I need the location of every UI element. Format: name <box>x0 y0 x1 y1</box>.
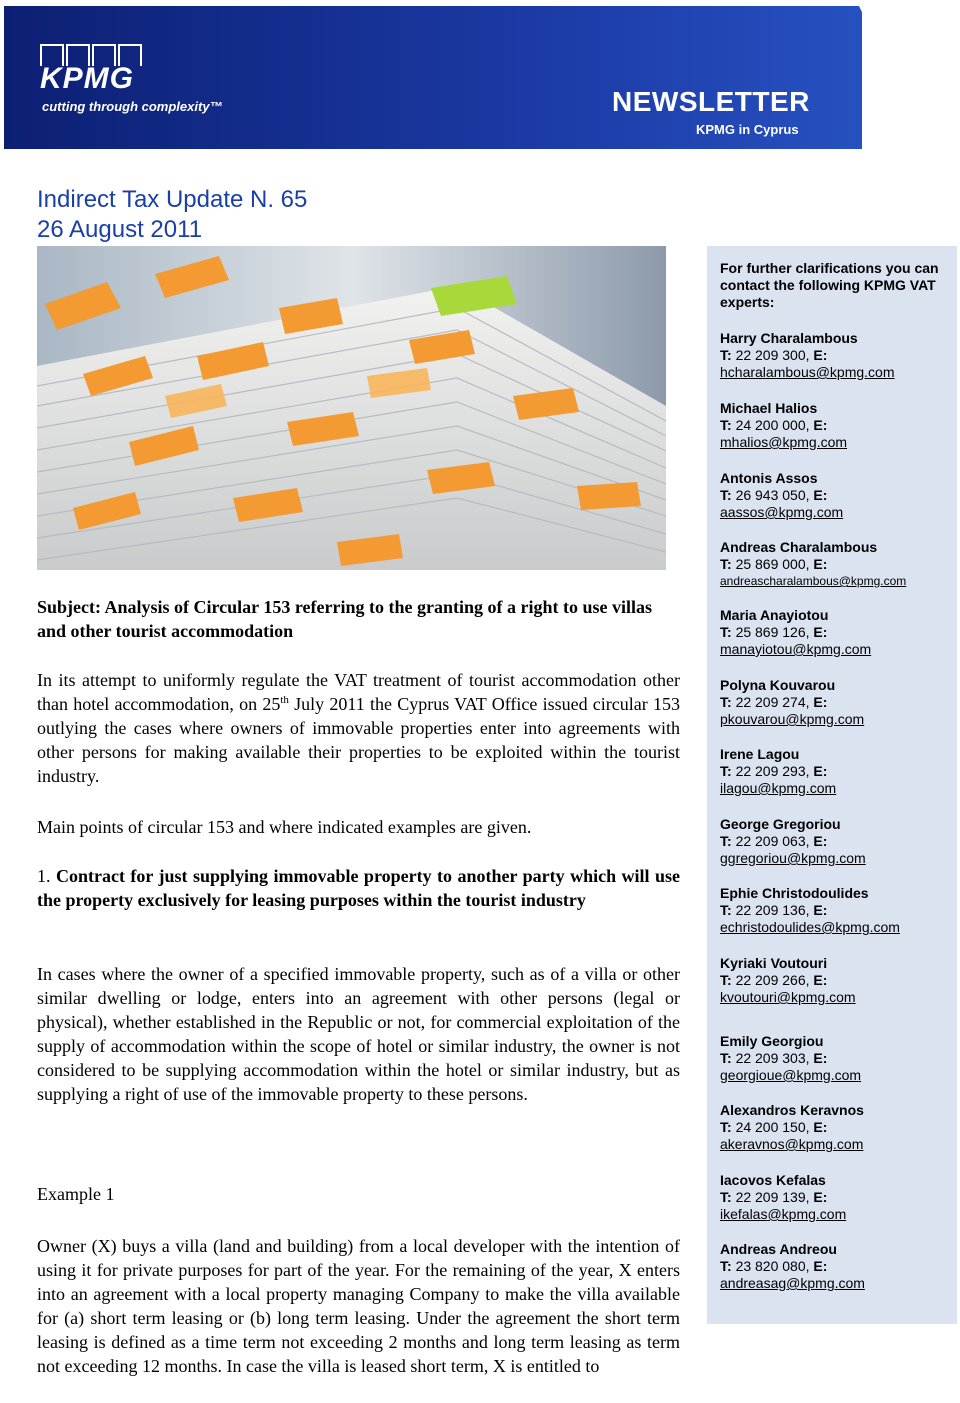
contact-card <box>720 885 960 936</box>
example-paragraph: Owner (X) buys a villa (land and building) from a local developer with the intention of using it for private purposes for part of the year. For the remaining of the year, X enters into an agreement with a local property managing Company to make the villa available for (a) short term leasing or (b) long term leasing. Under the agreement the short term leasing is defined as a time term not exceeding 2 months and long term leasing as term not exceeding 12 months. In case the villa is leased short term, X is entitled to <box>37 1236 680 1376</box>
kpmg-logo: KPMG <box>40 62 134 95</box>
main-points-paragraph: Main points of circular 153 and where indicated examples are given. <box>37 817 532 837</box>
contact-phone: T: 23 820 080, E: <box>720 1258 828 1274</box>
contact-name: George Gregoriou <box>720 816 841 832</box>
section-title: Contract for just supplying immovable property to another party which will use the property exclusively for leasing purposes within the tourist industry <box>37 866 681 910</box>
contact-email-link[interactable]: manayiotou@kpmg.com <box>720 641 872 657</box>
contact-card <box>720 607 960 658</box>
contact-card <box>720 400 960 451</box>
contact-phone: T: 26 943 050, E: <box>720 487 828 503</box>
contact-email-link[interactable]: echristodoulides@kpmg.com <box>720 919 900 935</box>
contact-name: Polyna Kouvarou <box>720 677 836 693</box>
contact-phone: T: 22 209 300, E: <box>720 347 828 363</box>
intro-paragraph: In its attempt to uniformly regulate the VAT treatment of tourist accommodation other than hotel accommodation, on 25th July 2011 the Cyprus VAT Office issued circular 153 outlying the cases where owners of immovable properties enter into agreements with other persons for making available their properties to be exploited within the tourist industry. <box>37 670 680 786</box>
update-date: 26 August 2011 <box>37 216 203 243</box>
contact-phone: T: 22 209 266, E: <box>720 972 828 988</box>
contact-name: Maria Anayiotou <box>720 607 829 623</box>
contact-phone: T: 22 209 274, E: <box>720 694 828 710</box>
contact-card <box>720 539 960 590</box>
contact-name: Kyriaki Voutouri <box>720 955 828 971</box>
contact-email-link[interactable]: kvoutouri@kpmg.com <box>720 989 856 1005</box>
contact-name: Andreas Charalambous <box>720 539 878 555</box>
kpmg-tagline: cutting through complexity™ <box>42 99 223 114</box>
banner-edge <box>862 6 958 149</box>
contact-card <box>720 1102 960 1153</box>
contact-email-link[interactable]: pkouvarou@kpmg.com <box>720 711 865 727</box>
contact-name: Emily Georgiou <box>720 1033 824 1049</box>
contact-email-link[interactable]: andreascharalambous@kpmg.com <box>720 574 907 588</box>
banner-background <box>4 6 958 149</box>
contact-card <box>720 330 960 381</box>
contact-phone: T: 22 209 063, E: <box>720 833 828 849</box>
contact-phone: T: 22 209 139, E: <box>720 1189 828 1205</box>
contact-email-link[interactable]: akeravnos@kpmg.com <box>720 1136 864 1152</box>
contact-card <box>720 816 960 867</box>
contact-name: Iacovos Kefalas <box>720 1172 826 1188</box>
contact-email-link[interactable]: aassos@kpmg.com <box>720 504 844 520</box>
contact-name: Irene Lagou <box>720 746 800 762</box>
newsletter-title: NEWSLETTER <box>612 86 810 117</box>
contact-name: Antonis Assos <box>720 470 818 486</box>
contacts-sidebar <box>707 246 957 1324</box>
contact-email-link[interactable]: ikefalas@kpmg.com <box>720 1206 847 1222</box>
contact-name: Ephie Christodoulides <box>720 885 869 901</box>
contact-phone: T: 25 869 126, E: <box>720 624 828 640</box>
contact-phone: T: 25 869 000, E: <box>720 556 828 572</box>
contact-phone: T: 22 209 293, E: <box>720 763 828 779</box>
contact-phone: T: 24 200 000, E: <box>720 417 828 433</box>
subject-heading: Subject: Analysis of Circular 153 referring to the granting of a right to use villas and other tourist accommodation <box>37 597 652 641</box>
contact-phone: T: 22 209 136, E: <box>720 902 828 918</box>
contact-email-link[interactable]: mhalios@kpmg.com <box>720 434 848 450</box>
contact-email-link[interactable]: georgioue@kpmg.com <box>720 1067 862 1083</box>
contact-phone: T: 24 200 150, E: <box>720 1119 828 1135</box>
contact-email-link[interactable]: hcharalambous@kpmg.com <box>720 364 895 380</box>
contact-email-link[interactable]: ilagou@kpmg.com <box>720 780 837 796</box>
newsletter-banner <box>4 6 958 149</box>
contact-name: Harry Charalambous <box>720 330 858 346</box>
update-title: Indirect Tax Update N. 65 <box>37 186 308 213</box>
contact-card <box>720 1241 960 1292</box>
example-heading: Example 1 <box>37 1184 115 1204</box>
contact-card <box>720 746 960 797</box>
papers-sticky-notes-image <box>37 246 666 570</box>
contact-phone: T: 22 209 303, E: <box>720 1050 828 1066</box>
contact-email-link[interactable]: andreasag@kpmg.com <box>720 1275 865 1291</box>
newsletter-subtitle: KPMG in Cyprus <box>696 122 799 137</box>
contacts-intro: For further clarifications you can contact the following KPMG VAT experts: <box>720 260 939 310</box>
section-number: 1. <box>37 866 56 886</box>
section-heading <box>37 864 680 912</box>
contact-card <box>720 1172 960 1223</box>
contact-name: Alexandros Keravnos <box>720 1102 864 1118</box>
contact-email-link[interactable]: ggregoriou@kpmg.com <box>720 850 866 866</box>
contact-card <box>720 677 960 728</box>
contact-name: Michael Halios <box>720 400 818 416</box>
contact-name: Andreas Andreou <box>720 1241 837 1257</box>
contact-card <box>720 1033 960 1084</box>
contact-card <box>720 955 960 1006</box>
section-paragraph: In cases where the owner of a specified immovable property, such as of a villa or other similar dwelling or lodge, enters into an agreement with other persons (legal or physical), whether established in the Republic or not, for commercial exploitation of the supply of accommodation within the scope of hotel or similar industry, the owner is not considered to be supplying accommodation within the hotel or similar industry, but as supplying a right of use of the immovable property to these persons. <box>37 964 680 1104</box>
contact-card <box>720 470 960 521</box>
